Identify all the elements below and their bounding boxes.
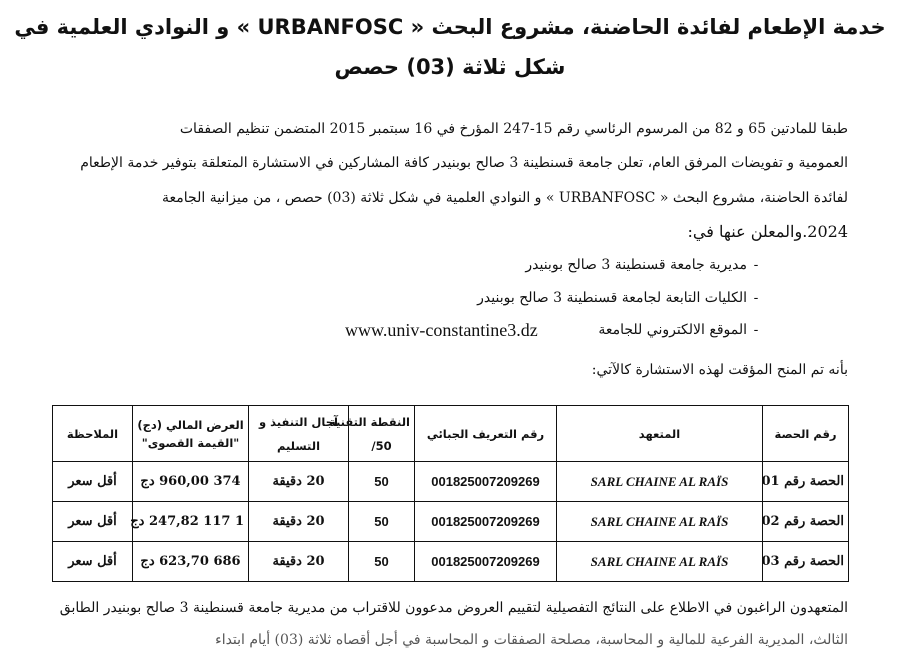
header-note: الملاحظة [53,406,133,462]
cell-offer: 1 117 247,82 دج [133,502,249,542]
header-bidder: المتعهد [557,406,763,462]
cell-lot: الحصة رقم 01 [763,462,849,502]
table-header-row [53,406,849,462]
header-offer-label-2: "القيمة القصوى" [141,435,240,450]
cell-score: 50 [349,462,415,502]
cell-tax-id: 001825007209269 [415,542,557,582]
document-title-line-2: شكل ثلاثة (03) حصص [334,55,566,79]
paragraph-line-4: 2024.والمعلن عنها في: [687,222,848,241]
cell-lot: الحصة رقم 03 [763,542,849,582]
cell-offer: 686 623,70 دج [133,542,249,582]
bullet-dash: - [753,322,759,338]
cell-bidder: SARL CHAINE AL RAÏS [557,542,763,582]
bullet-dash: - [753,257,759,273]
table-row [53,542,849,582]
cell-note: أقل سعر [53,542,133,582]
paragraph-line-2: العمومية و تفويضات المرفق العام، تعلن جامعة قسنطينة 3 صالح بوبنيدر كافة المشاركين في الاستشارة المتعلقة بتوفير خدمة الإطعام [80,155,848,171]
footer-line-1: المتعهدون الراغبون في الاطلاع على النتائج التفصيلية لتقييم العروض مدعوون للاقتراب من مديرية جامعة قسنطينة 3 صالح بوبنيدر الطابق [59,600,848,616]
footer-line-2: الثالث، المديرية الفرعية للمالية و المحاسبة، مصلحة الصفقات و المحاسبة في أجل أقصاه ثلاثة (03) أيام ابتداء [215,632,848,648]
table-row [53,462,849,502]
announcement-item-text: الموقع الالكتروني للجامعة [598,322,747,338]
award-table [52,405,849,582]
table-row [53,502,849,542]
cell-note: أقل سعر [53,462,133,502]
paragraph-line-1: طبقا للمادتين 65 و 82 من المرسوم الرئاسي رقم 15-247 المؤرخ في 16 سبتمبر 2015 المتضمن تنظيم الصفقات [179,121,848,137]
header-tax-id: رقم التعريف الجبائي [415,406,557,462]
header-financial-offer [133,406,249,462]
cell-offer: 374 960,00 دج [133,462,249,502]
cell-bidder: SARL CHAINE AL RAÏS [557,462,763,502]
header-delay [249,406,349,462]
announcement-item-text: مديرية جامعة قسنطينة 3 صالح بوبنيدر [525,257,747,273]
cell-delay: 20 دقيقة [249,462,349,502]
cell-score: 50 [349,542,415,582]
cell-note: أقل سعر [53,502,133,542]
cell-tax-id: 001825007209269 [415,462,557,502]
cell-lot: الحصة رقم 02 [763,502,849,542]
header-offer-label: العرض المالي (دج) [137,417,244,432]
announcement-item-2 [477,290,765,306]
cell-delay: 20 دقيقة [249,542,349,582]
announcement-item-text: الكليات التابعة لجامعة قسنطينة 3 صالح بوبنيدر [477,290,747,306]
header-technical-score-label: النقطة التقنية [328,414,410,429]
cell-delay: 20 دقيقة [249,502,349,542]
header-delay-label: آجال التنفيذ و [259,414,338,429]
paragraph-line-3: لفائدة الحاضنة، مشروع البحث « URBANFOSC » و النوادي العلمية في شكل ثلاثة (03) حصص ، من ميزانية الجامعة [162,190,848,206]
header-delay-label-2: التسليم [276,438,321,453]
header-lot: رقم الحصة [763,406,849,462]
university-website-link[interactable]: www.univ-constantine3.dz [345,320,538,340]
document-title-line-1: خدمة الإطعام لفائدة الحاضنة، مشروع البحث « URBANFOSC » و النوادي العلمية في [14,15,886,39]
announcement-item-1 [525,257,765,273]
award-intro: بأنه تم المنح المؤقت لهذه الاستشارة كالآتي: [591,362,848,378]
header-technical-score [328,406,415,462]
bullet-dash: - [753,290,759,306]
cell-bidder: SARL CHAINE AL RAÏS [557,502,763,542]
cell-tax-id: 001825007209269 [415,502,557,542]
announcement-item-3 [598,322,765,338]
cell-score: 50 [349,502,415,542]
header-technical-score-max: 50/ [371,438,392,453]
